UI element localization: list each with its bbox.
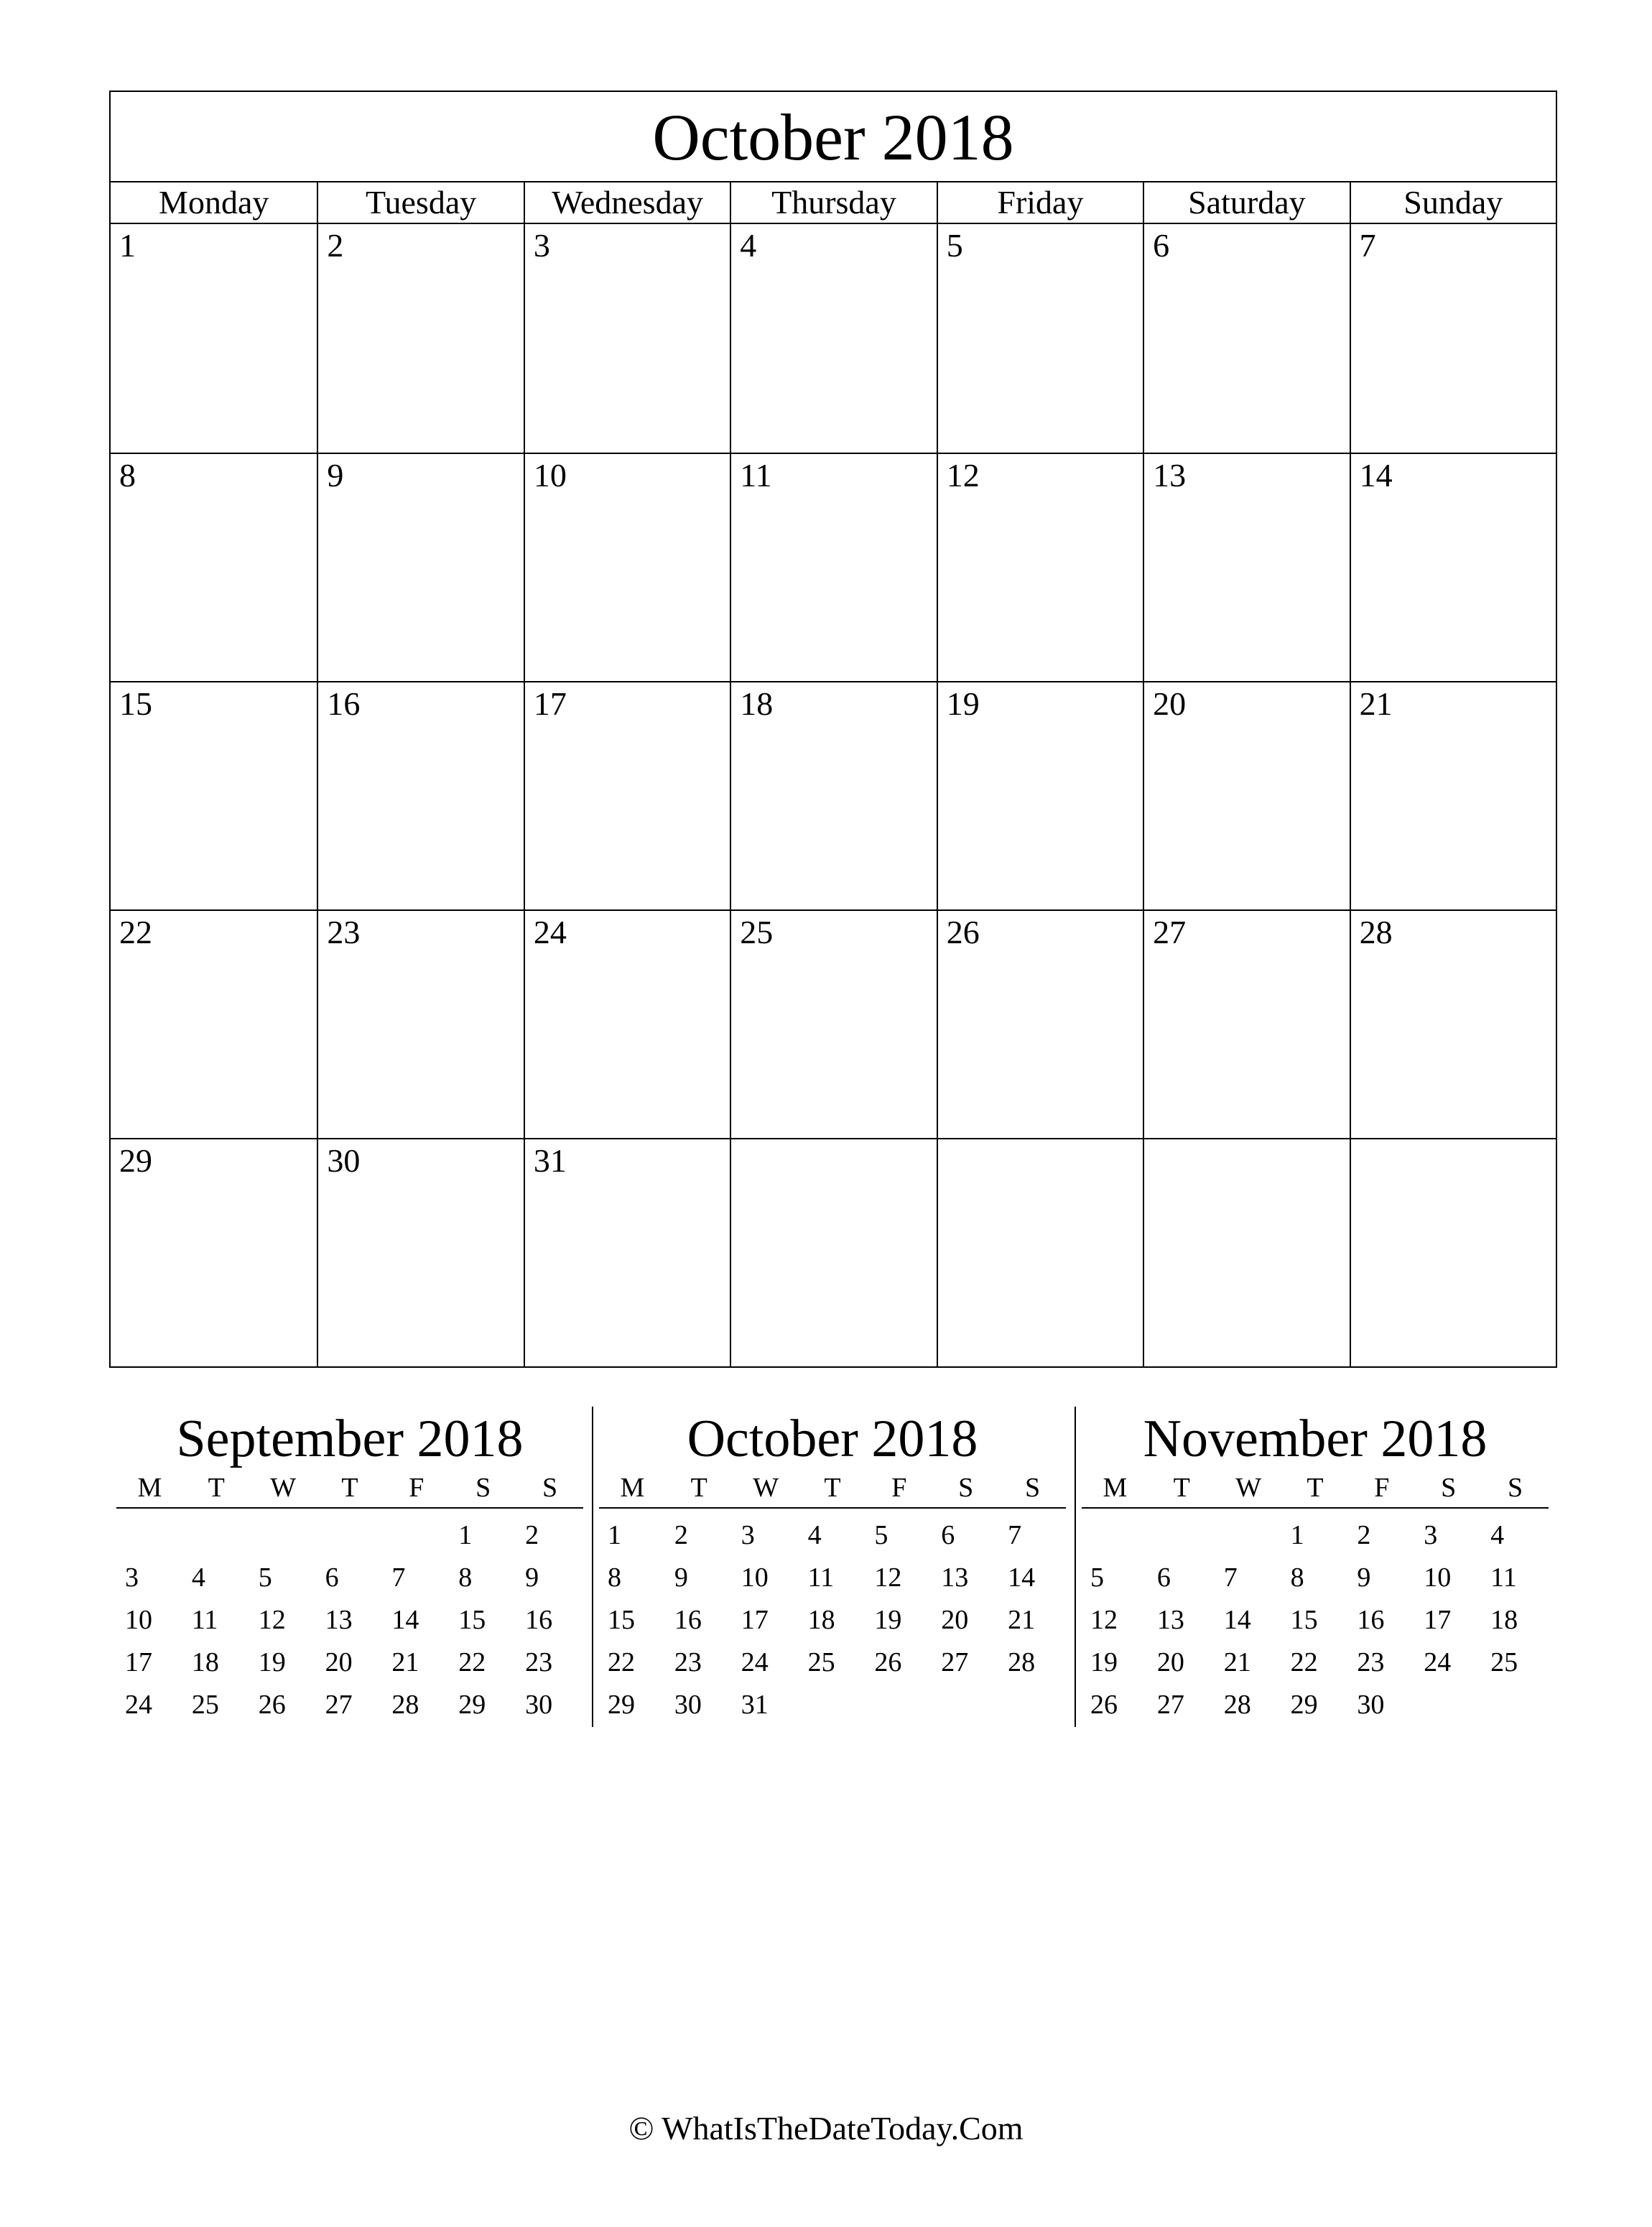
mini-day-number	[116, 1514, 183, 1557]
mini-weekday-initial: W	[270, 1473, 297, 1503]
mini-day-number: 26	[1090, 1690, 1118, 1720]
mini-weekday-initial: T	[341, 1473, 358, 1503]
day-cell	[524, 224, 730, 453]
mini-day-number: 25	[807, 1647, 835, 1677]
mini-day-number: 15	[1290, 1605, 1318, 1635]
main-calendar	[109, 91, 1557, 1368]
day-cell	[1350, 453, 1556, 681]
mini-day-number: 27	[941, 1647, 969, 1677]
mini-day-number: 28	[1008, 1647, 1036, 1677]
day-number: 13	[1153, 457, 1187, 494]
mini-day-number: 11	[191, 1605, 218, 1635]
mini-day-number: 9	[525, 1562, 539, 1593]
day-cell	[111, 681, 317, 909]
mini-day-number: 6	[325, 1562, 339, 1593]
day-cell	[317, 453, 523, 681]
day-number: 8	[119, 457, 136, 494]
day-cell	[730, 453, 936, 681]
mini-day-number	[317, 1514, 384, 1557]
day-number: 21	[1359, 685, 1393, 722]
mini-day-number: 7	[1223, 1562, 1238, 1593]
mini-day-number: 21	[1008, 1605, 1036, 1635]
day-number: 23	[327, 914, 361, 950]
mini-day-number: 15	[608, 1605, 635, 1635]
mini-day-number	[1215, 1514, 1282, 1557]
mini-day-number: 31	[741, 1690, 769, 1720]
mini-day-number: 27	[1156, 1690, 1184, 1720]
mini-weekday-initial: F	[891, 1473, 907, 1503]
day-number: 10	[533, 457, 567, 494]
mini-day-number: 17	[741, 1605, 769, 1635]
day-cell	[937, 453, 1143, 681]
mini-day-number	[866, 1684, 932, 1726]
day-cell	[524, 681, 730, 909]
day-number: 6	[1153, 227, 1170, 264]
mini-weekday-initial: M	[1103, 1473, 1128, 1503]
mini-day-number: 26	[874, 1647, 902, 1677]
day-number: 26	[946, 914, 980, 950]
weekday-header: Thursday	[730, 182, 936, 223]
mini-day-grid	[116, 1509, 583, 1726]
day-cell	[524, 909, 730, 1138]
mini-day-number: 20	[325, 1647, 353, 1677]
mini-day-number: 28	[1223, 1690, 1251, 1720]
mini-day-number	[1482, 1684, 1549, 1726]
mini-day-number: 22	[1290, 1647, 1318, 1677]
mini-weekday-initial: S	[1024, 1473, 1041, 1503]
mini-day-number: 20	[1156, 1647, 1184, 1677]
day-number: 29	[119, 1142, 152, 1179]
mini-weekday-header	[599, 1471, 1066, 1509]
mini-day-number	[932, 1684, 999, 1726]
mini-calendar-previous-month	[116, 1407, 583, 1726]
mini-day-number: 2	[1357, 1520, 1371, 1550]
mini-day-number	[183, 1514, 250, 1557]
day-number: 7	[1359, 227, 1376, 264]
mini-day-number: 18	[1490, 1605, 1518, 1635]
mini-day-number: 17	[1424, 1605, 1452, 1635]
day-number: 5	[946, 227, 963, 264]
mini-weekday-initial: M	[620, 1473, 645, 1503]
mini-weekday-initial: S	[1441, 1473, 1457, 1503]
day-number: 31	[533, 1142, 567, 1179]
day-number: 14	[1359, 457, 1393, 494]
day-cell	[524, 453, 730, 681]
mini-day-number: 2	[674, 1520, 688, 1550]
day-cell	[317, 909, 523, 1138]
mini-weekday-initial: F	[409, 1473, 424, 1503]
mini-weekday-header	[1082, 1471, 1549, 1509]
mini-day-number: 3	[741, 1520, 755, 1550]
day-cell	[317, 681, 523, 909]
mini-day-number: 11	[807, 1562, 835, 1593]
day-number: 27	[1153, 914, 1187, 950]
mini-day-number: 24	[125, 1690, 152, 1720]
mini-day-number: 1	[458, 1520, 473, 1550]
mini-day-number: 8	[608, 1562, 621, 1593]
mini-day-number: 19	[1090, 1647, 1118, 1677]
mini-day-number: 12	[874, 1562, 902, 1593]
mini-day-number: 18	[191, 1647, 219, 1677]
mini-calendar-title: October 2018	[687, 1409, 978, 1468]
mini-day-number: 14	[391, 1605, 419, 1635]
day-cell	[1143, 681, 1349, 909]
day-cell	[524, 1138, 730, 1366]
mini-weekday-initial: T	[1173, 1473, 1190, 1503]
weekday-header: Sunday	[1350, 182, 1556, 223]
weekday-header: Tuesday	[317, 182, 523, 223]
day-number: 22	[119, 914, 152, 950]
weekday-header: Friday	[937, 182, 1143, 223]
mini-day-number	[1148, 1514, 1215, 1557]
mini-weekday-initial: T	[824, 1473, 841, 1503]
day-cell	[317, 224, 523, 453]
mini-day-number: 4	[807, 1520, 822, 1550]
mini-day-number: 24	[741, 1647, 769, 1677]
mini-day-number: 5	[874, 1520, 888, 1550]
mini-day-number	[1082, 1514, 1148, 1557]
mini-day-number: 10	[125, 1605, 152, 1635]
mini-day-number	[799, 1684, 866, 1726]
mini-day-number: 13	[1156, 1605, 1184, 1635]
day-cell	[1350, 909, 1556, 1138]
weekday-header-row	[111, 182, 1556, 224]
mini-day-number: 21	[391, 1647, 419, 1677]
weekday-header: Wednesday	[524, 182, 730, 223]
mini-day-number: 26	[258, 1690, 286, 1720]
mini-weekday-initial: W	[753, 1473, 779, 1503]
day-cell	[1350, 681, 1556, 909]
mini-day-number: 18	[807, 1605, 835, 1635]
day-cell	[730, 909, 936, 1138]
mini-weekday-initial: S	[1507, 1473, 1523, 1503]
mini-day-number: 12	[258, 1605, 286, 1635]
day-number: 30	[327, 1142, 361, 1179]
mini-day-grid	[599, 1509, 1066, 1726]
day-cell	[937, 681, 1143, 909]
mini-day-number: 23	[525, 1647, 553, 1677]
mini-day-number: 4	[191, 1562, 205, 1593]
mini-day-number: 27	[325, 1690, 353, 1720]
day-number: 11	[740, 457, 772, 494]
mini-weekday-initial: W	[1235, 1473, 1262, 1503]
mini-day-number: 30	[525, 1690, 553, 1720]
mini-day-number: 19	[874, 1605, 902, 1635]
mini-day-number: 12	[1090, 1605, 1118, 1635]
mini-calendar-divider	[1075, 1407, 1076, 1727]
day-number: 2	[327, 227, 344, 264]
day-number: 9	[327, 457, 344, 494]
day-cell	[111, 909, 317, 1138]
mini-day-number: 23	[1357, 1647, 1385, 1677]
day-number: 28	[1359, 914, 1393, 950]
day-number: 19	[946, 685, 980, 722]
day-cell	[730, 681, 936, 909]
day-number: 4	[740, 227, 757, 264]
day-cell	[937, 224, 1143, 453]
day-number: 3	[533, 227, 550, 264]
mini-day-number: 14	[1008, 1562, 1036, 1593]
mini-day-number: 8	[1290, 1562, 1304, 1593]
mini-day-number: 9	[674, 1562, 688, 1593]
mini-day-number: 14	[1223, 1605, 1251, 1635]
mini-day-number: 13	[941, 1562, 969, 1593]
weekday-header: Saturday	[1143, 182, 1349, 223]
mini-day-number	[1415, 1684, 1482, 1726]
mini-weekday-initial: M	[137, 1473, 162, 1503]
mini-calendar-divider	[592, 1407, 593, 1727]
day-cell	[937, 909, 1143, 1138]
mini-day-number: 10	[1424, 1562, 1452, 1593]
mini-day-number: 22	[458, 1647, 486, 1677]
mini-day-number: 19	[258, 1647, 286, 1677]
mini-calendar-title: November 2018	[1143, 1409, 1488, 1468]
mini-day-number: 3	[125, 1562, 139, 1593]
mini-day-number: 3	[1424, 1520, 1438, 1550]
mini-weekday-initial: S	[475, 1473, 491, 1503]
mini-day-number: 6	[941, 1520, 955, 1550]
mini-day-number: 25	[1490, 1647, 1518, 1677]
mini-weekday-header	[116, 1471, 583, 1509]
mini-day-number: 16	[674, 1605, 702, 1635]
day-cell	[730, 224, 936, 453]
day-number: 20	[1153, 685, 1187, 722]
mini-day-number: 1	[608, 1520, 621, 1550]
day-cell	[937, 1138, 1143, 1366]
mini-day-number: 9	[1357, 1562, 1371, 1593]
mini-day-number	[999, 1684, 1066, 1726]
mini-day-number: 17	[125, 1647, 152, 1677]
day-number: 17	[533, 685, 567, 722]
mini-day-number: 25	[191, 1690, 219, 1720]
mini-day-number: 29	[1290, 1690, 1318, 1720]
mini-day-number: 29	[608, 1690, 635, 1720]
mini-day-number: 10	[741, 1562, 769, 1593]
day-number: 25	[740, 914, 774, 950]
mini-day-number: 6	[1156, 1562, 1171, 1593]
copyright-footer[interactable]: © WhatIsTheDateToday.Com	[628, 2110, 1024, 2147]
mini-day-number: 30	[674, 1690, 702, 1720]
mini-calendar-current-month	[599, 1407, 1066, 1726]
day-number: 12	[946, 457, 980, 494]
day-cell	[111, 1138, 317, 1366]
mini-day-number: 1	[1290, 1520, 1304, 1550]
mini-weekday-initial: T	[1307, 1473, 1324, 1503]
mini-weekday-initial: T	[208, 1473, 225, 1503]
mini-day-number: 11	[1490, 1562, 1517, 1593]
mini-day-number: 21	[1223, 1647, 1251, 1677]
mini-calendars	[116, 1407, 1553, 1731]
day-number: 24	[533, 914, 567, 950]
mini-day-number: 15	[458, 1605, 486, 1635]
day-cell	[1143, 1138, 1349, 1366]
mini-weekday-initial: F	[1374, 1473, 1390, 1503]
mini-day-number: 20	[941, 1605, 969, 1635]
day-cell	[317, 1138, 523, 1366]
weekday-header: Monday	[159, 184, 269, 221]
day-grid	[111, 224, 1556, 1366]
mini-day-number	[383, 1514, 450, 1557]
day-cell	[111, 224, 317, 453]
day-cell	[1143, 453, 1349, 681]
day-cell	[730, 1138, 936, 1366]
day-cell	[1143, 909, 1349, 1138]
mini-day-number: 2	[525, 1520, 539, 1550]
day-number: 1	[119, 227, 136, 264]
mini-day-number	[250, 1514, 317, 1557]
mini-day-number: 8	[458, 1562, 473, 1593]
day-cell	[1143, 224, 1349, 453]
mini-day-number: 22	[608, 1647, 635, 1677]
mini-weekday-initial: T	[690, 1473, 707, 1503]
mini-day-number: 7	[391, 1562, 406, 1593]
mini-weekday-initial: S	[542, 1473, 558, 1503]
mini-calendar-next-month	[1082, 1407, 1549, 1726]
mini-day-number: 29	[458, 1690, 486, 1720]
mini-day-number: 5	[258, 1562, 272, 1593]
mini-day-number: 4	[1490, 1520, 1505, 1550]
mini-day-grid	[1082, 1509, 1549, 1726]
mini-day-number: 13	[325, 1605, 353, 1635]
mini-day-number: 23	[674, 1647, 702, 1677]
mini-calendar-title: September 2018	[176, 1409, 524, 1468]
day-number: 15	[119, 685, 152, 722]
calendar-title: October 2018	[111, 92, 1556, 182]
mini-day-number: 5	[1090, 1562, 1104, 1593]
mini-day-number: 16	[1357, 1605, 1385, 1635]
mini-weekday-initial: S	[958, 1473, 974, 1503]
day-cell	[111, 453, 317, 681]
day-cell	[1350, 1138, 1556, 1366]
mini-day-number: 28	[391, 1690, 419, 1720]
day-number: 18	[740, 685, 774, 722]
mini-day-number: 7	[1008, 1520, 1022, 1550]
day-number: 16	[327, 685, 361, 722]
mini-day-number: 16	[525, 1605, 553, 1635]
day-cell	[1350, 224, 1556, 453]
mini-day-number: 24	[1424, 1647, 1452, 1677]
mini-day-number: 30	[1357, 1690, 1385, 1720]
